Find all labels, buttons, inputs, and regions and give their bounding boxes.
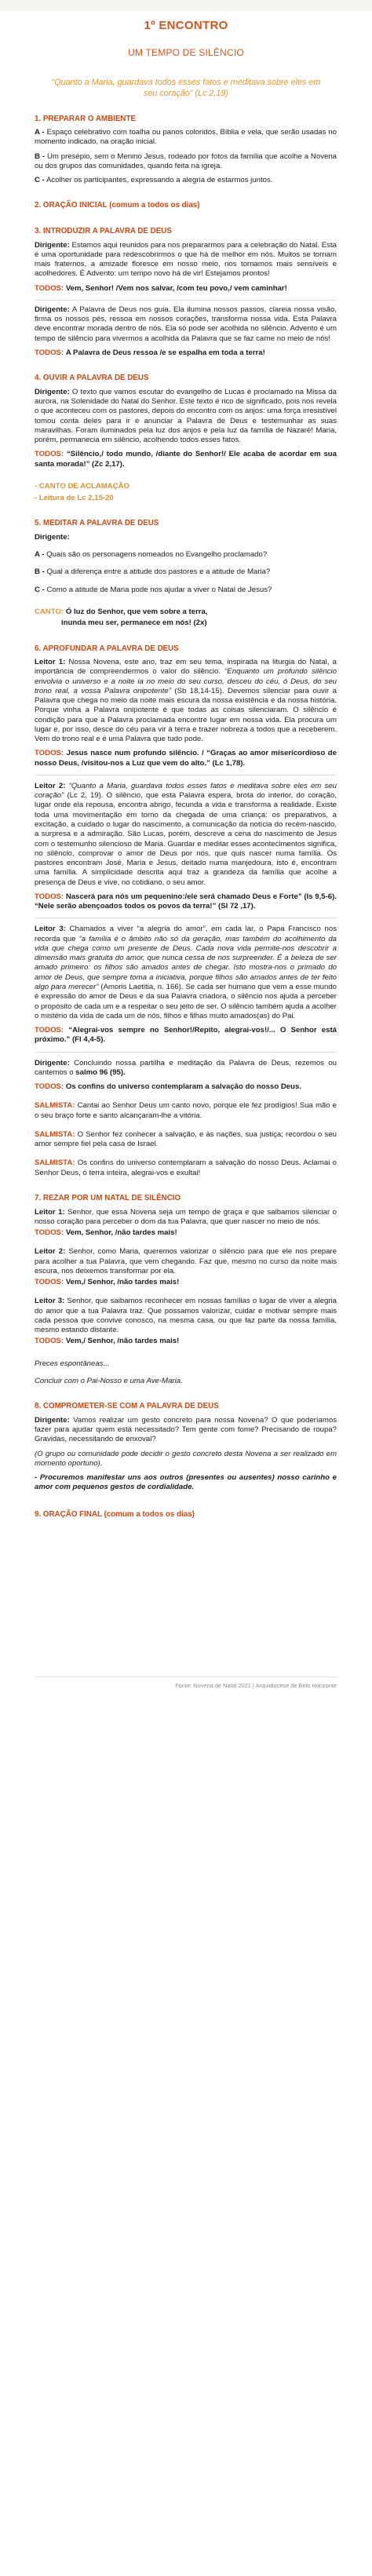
quote-text: “Enquanto um profundo silêncio envolvia o universo e a noite ia no meio do seu curso, desceu do céu, ó Deus, do seu trono real, a vossa Palavra onipotente”	[35, 667, 337, 695]
divider	[35, 1052, 337, 1053]
psalm-text: Cantai ao Senhor Deus um canto novo, porque ele fez prodígios! Sua mão e o seu braço forte e santo alcançaram-lhe a vitória.	[35, 1101, 337, 1120]
section-oracao-inicial	[35, 201, 337, 211]
section-title: 1. PREPARAR O AMBIENTE	[35, 114, 137, 123]
psalm-ref: salmo 96 (95).	[75, 1067, 126, 1077]
section-ouvir-palavra	[35, 374, 337, 503]
leitura-ref: - Leitura de Lc 2,15-20	[35, 494, 114, 503]
speaker-label: Dirigente:	[35, 240, 70, 250]
question-b	[35, 567, 337, 577]
response-text: Vem,/ Senhor, /não tardes mais!	[65, 1278, 180, 1287]
item-text: Quais são os personagens nomeados no Evangelho proclamado?	[46, 550, 268, 560]
item-text: Qual a diferença entre a atitude dos pastores e a atitude de Maria?	[46, 567, 271, 577]
speech-text: (Amoris Laetitia, n. 166). Se cada ser humano que vem a esse mundo é expressão do amor de Deus e da sua Palavra criadora, o silêncio nos ajuda a perceber o propósito de cada um e a respeitar o seu jeito de ser. O silêncio também ajuda a acolher o mistério da vida de cada um de nós, filhos e filhas muito amados(as) do Pai.	[35, 983, 337, 1020]
section-title: 4. OUVIR A PALAVRA DE DEUS	[35, 374, 149, 383]
speaker-label: TODOS:	[35, 892, 64, 901]
speaker-label: Dirigente:	[35, 1415, 70, 1425]
speaker-label: TODOS:	[35, 283, 64, 293]
song-line: Ó luz do Senhor, que vem sobre a terra,	[65, 607, 208, 616]
salmista-1	[35, 1101, 337, 1121]
speaker-label: Dirigente:	[35, 1058, 70, 1067]
section-aprofundar-palavra	[35, 644, 337, 1178]
todos-response	[35, 284, 337, 294]
section-title: 2. ORAÇÃO INICIAL (comum a todos os dias)	[35, 201, 200, 210]
todos-response	[35, 450, 337, 469]
todos-response	[35, 348, 337, 358]
gesto-note: (O grupo ou comunidade pode decidir o gesto concreto desta Novena a ser realizado em momento oportuno).	[35, 1449, 337, 1468]
salmista-2	[35, 1130, 337, 1150]
dirigente-text	[35, 305, 337, 344]
speaker-label: Leitor 1:	[35, 1207, 65, 1217]
header-quote: “Quanto a Maria, guardava todos esses fatos e meditava sobre eles em seu coração” (Lc 2,19)	[51, 77, 321, 98]
leitor-1	[35, 658, 337, 744]
speaker-label: TODOS:	[35, 1082, 64, 1092]
speech-text: (Lc 2, 19). O silêncio, que esta Palavra espera, brota do interior, do coração, lugar onde ela repousa, encontra abrigo, fecunda a vida e transforma a realidade. Existe toda uma movimentação em torno da chegada de uma criança: os preparativos, a excitação, a cuidado o lugar do nascimento, a comunicação da notícia do recém-nascido, a surpresa e a admiração. São Lucas, porém, descreve a cena do nascimento de Jesus com o testemunho silencioso de Maria. Guardar e meditar esses acontecimentos significa, no silêncio, comprovar o amor de Deus por nós, que quis nascer numa família. Os pastores encontram José, Maria e Jesus, deitado numa manjedoura, isto é, encontram uma família. A simplicidade descrita aqui traz a grandeza da família que acolhe a presença de Deus e vive, no cotidiano, o seu amor.	[35, 791, 337, 887]
response-text: “Alegrai-vos sempre no Senhor!/Repito, alegrai-vos!/... O Senhor está próximo.” (Fl 4,4-5).	[35, 1026, 337, 1045]
item-text: Espaço celebrativo com toalha ou panos coloridos, Bíblia e vela, que serão usadas no momento indicado, na oração inicial.	[35, 128, 337, 147]
response-text: A Palavra de Deus ressoa /e se espalha em toda a terra!	[65, 348, 265, 357]
leitor-2	[35, 782, 337, 888]
speech-text: Senhor, como Maria, queremos valorizar o silêncio para que ele nos prepare para acolher a tua Palavra, que vem chegando. Faz que, mesmo no curso da noite mais escura, nos deixemos transformar por ela.	[35, 1247, 337, 1275]
item-label: C -	[35, 585, 45, 594]
speaker-label: SALMISTA:	[35, 1129, 75, 1139]
speech-text: Estamos aqui reunidos para nos prepararmos para a celebração do Natal. Esta é uma oportunidade para redescobrirmos o que há de melhor em nós. Muitos se tornam mais fraternos, a amizade floresce em nosso meio, nos tornamos mais sensíveis e acolhedores. É Advento: um tempo novo há de vir! Estejamos prontos!	[35, 240, 337, 279]
todos-response	[35, 1082, 337, 1092]
item-text: Acolher os participantes, expressando a alegria de estarmos juntos.	[46, 176, 273, 185]
question-c	[35, 586, 337, 595]
todos-response	[35, 1026, 337, 1045]
speaker-label: SALMISTA:	[35, 1101, 75, 1111]
conclusao: Concluir com o Pai-Nosso e uma Ave-Maria.	[35, 1376, 183, 1385]
item-label: A -	[35, 128, 45, 137]
todos-response	[35, 1228, 337, 1238]
item-text: Como a atitude de Maria pode nos ajudar a viver o Natal de Jesus?	[46, 585, 272, 594]
speaker-label: Dirigente:	[35, 305, 70, 314]
salmista-3	[35, 1158, 337, 1178]
response-text: Nascerá para nós um pequenino:/ele será chamado Deus e Forte” (Is 9,5-6). “Nele serão abençoados todos os povos da terra!” (Sl 72 ,17).	[35, 892, 337, 911]
section-introduzir-palavra	[35, 227, 337, 358]
speaker-label: Leitor 3:	[35, 925, 66, 934]
todos-response	[35, 892, 337, 912]
response-text: Vem, Senhor, /não tardes mais!	[65, 1228, 177, 1238]
page-title: 1º ENCONTRO	[144, 19, 228, 32]
response-text: Vem, Senhor! /Vem nos salvar, /com teu povo,/ vem caminhar!	[65, 283, 287, 293]
section-title: 8. COMPROMETER-SE COM A PALAVRA DE DEUS	[35, 1402, 219, 1411]
quote-text: “a família é o âmbito não só da geração, mas também do acolhimento da vida que chega como um presente de Deus. Cada nova vida permite-nos descobrir a dimensão mais gratuita do amor, que nunca cessa de nos surpreender. É a beleza de ser amado primeiro: os filhos são amados antes de chegar. Isto mostra-nos o primado do amor de Deus, que sempre toma a iniciativa, porque filhos são amados antes de ter feito algo para merecer”	[35, 934, 337, 991]
todos-response	[35, 749, 337, 768]
content	[0, 115, 372, 1520]
speech-text: Chamados a viver “a alegria do amor”, em cada lar, o Papa Francisco nos recorda que	[35, 925, 337, 943]
footer-source: Fonte: Novena de Natal 2021 | Arquidiocese de Belo Horizonte	[175, 1682, 337, 1690]
speech-text: A Palavra de Deus nos guia. Ela ilumina nossos passos, clareia nossa visão, firma os nossos pés, ressoa em nossos corações, transforma nossa vida. Esta Palavra deve encontrar morada dentro de nós. Ela só pode ser acolhida no silêncio. Advento é um tempo de silêncio para vivermos a acolhida da Palavra que se faz carne no meio de nós!	[35, 305, 337, 343]
quote-text: “Quanto a Maria, guardava todos esses fatos e meditava sobre eles em seu coração”	[35, 781, 337, 801]
leitor-1	[35, 1208, 337, 1228]
item-label: B -	[35, 567, 45, 577]
section-oracao-final	[35, 1510, 337, 1520]
psalm-text: Os confins do universo contemplaram a salvação do nosso Deus. Aclamai o Senhor Deus, ó terra inteira, alegrai-vos e exultai!	[35, 1158, 337, 1177]
section-title: 7. REZAR POR UM NATAL DE SILÊNCIO	[35, 1193, 181, 1202]
section-comprometer	[35, 1402, 337, 1492]
item-label: C -	[35, 176, 45, 185]
speaker-label: TODOS:	[35, 1026, 64, 1035]
song-line-2: inunda meu ser, permanece em nós! (2x)	[61, 618, 207, 628]
response-text: Vem,/ Senhor, /não tardes mais!	[65, 1337, 180, 1346]
dirigente-text	[35, 241, 337, 279]
item-b	[35, 152, 337, 172]
dirigente-label: Dirigente:	[35, 532, 70, 542]
speaker-label: TODOS:	[35, 749, 64, 758]
psalm-text: O Senhor fez conhecer a salvação, e às nações, sua justiça; recordou o seu amor sempre fiel pela casa de Israel.	[35, 1129, 337, 1149]
speaker-label: SALMISTA:	[35, 1158, 75, 1168]
speech-text: (Sb 18,14-15). Devemos silenciar para ouvir a Palavra que chega no meio da noite mais escura da nossa existência e da nossa história. Porque vinha a Palavra onipotente é que todas as coisas silenciaram. O silêncio é condição para que a Palavra proclamada encontre lugar em nossa vida. Ela procura um lugar e, por isso, desce do céu para vir à terra e trazer nobreza a todos que a receberem. Vem do trono real e é uma Palavra que tudo pode.	[35, 686, 337, 744]
speech-text: Vamos realizar um gesto concreto para nossa Novena? O que poderíamos fazer para ajudar quem está necessitado? Tem gente com fome? Precisando de roupa? Gravidas, necessitando de enxoval?	[35, 1415, 337, 1444]
todos-response	[35, 1337, 337, 1346]
canto	[35, 608, 337, 617]
speaker-label: Leitor 2:	[35, 781, 66, 790]
divider	[35, 300, 337, 301]
section-rezar	[35, 1194, 337, 1386]
speaker-label: CANTO:	[35, 607, 64, 616]
leitor-3	[35, 925, 337, 1021]
speech-text: Concluindo nossa partilha e meditação da Palavra de Deus, rezemos ou cantemos o	[35, 1058, 337, 1077]
speaker-label: Leitor 2:	[35, 1247, 66, 1257]
item-a	[35, 128, 337, 148]
section-title: 9. ORAÇÃO FINAL (comum a todos os dias)	[35, 1509, 195, 1519]
section-title: 3. INTRODUZIR A PALAVRA DE DEUS	[35, 227, 172, 235]
item-c	[35, 176, 337, 185]
section-title: 5. MEDITAR A PALAVRA DE DEUS	[35, 519, 159, 528]
dirigente-text	[35, 388, 337, 446]
response-text: Jesus nasce num profundo silêncio. / “Graças ao amor misericordioso de nosso Deus, /visitou-nos a Luz que vem do alto.” (Lc 1,78).	[35, 749, 337, 768]
dirigente-text	[35, 1416, 337, 1445]
response-text: “Silêncio,/ todo mundo, /diante do Senhor!/ Ele acaba de acordar em sua santa morada!” (Zc 2,17).	[35, 450, 337, 469]
canto-aclamacao: - CANTO DE ACLAMAÇÃO	[35, 481, 129, 491]
speech-text: O texto que vamos escutar do evangelho de Lucas é proclamado na Missa da aurora, na Solenidade do Natal do Senhor. Este texto é rico de significado, pois nos revela o que aconteceu com os pastores, depois do encontro com os anjos: uma força irresistível tomou conta deles para ir e anunciar a Palavra de Deus e testemunhar as suas maravilhas. Foram iluminados pela luz dos anjos e pela luz da família de Nazaré! Maria, porém, permanecia em silêncio, acolhendo todos esses fatos.	[35, 387, 337, 445]
page-subtitle: UM TEMPO DE SILÊNCIO	[128, 47, 244, 59]
speech-text: Nossa Novena, este ano, traz em seu tema, inspirada na liturgia do Natal, a importância de compreendermos o valor do silêncio.	[35, 658, 337, 677]
speaker-label: TODOS:	[35, 1337, 64, 1346]
item-text: Um presépio, sem o Menino Jesus, rodeado por fotos da família que acolhe a Novena ou dos grupos das comunidades, quando feita na igreja.	[35, 151, 337, 170]
question-a	[35, 550, 337, 560]
leitor-2	[35, 1247, 337, 1276]
todos-response	[35, 1278, 337, 1287]
speaker-label: Leitor 1:	[35, 658, 66, 667]
speech-text: Senhor, que saibamos reconhecer em nossas famílias o lugar de viver a alegria do amor que a tua Palavra traz. Que possamos valorizar, cuidar e motivar sempre mais cada pessoa que convive conosco, na mesma casa, ou que faz parte da nossa família, mesmo estando distante.	[35, 1297, 337, 1335]
speaker-label: TODOS:	[35, 348, 64, 357]
section-title: 6. APROFUNDAR A PALAVRA DE DEUS	[35, 644, 179, 653]
speech-text: Senhor, que essa Novena seja um tempo de graça e que saibamos silenciar o nosso coração para perceber o dom da tua Palavra, que quer nascer no meio de nós.	[35, 1207, 337, 1226]
item-label: A -	[35, 550, 45, 560]
speaker-label: Dirigente:	[35, 387, 70, 396]
section-preparar-ambiente	[35, 115, 337, 186]
speaker-label: TODOS:	[35, 450, 64, 459]
speaker-label: TODOS:	[35, 1278, 64, 1287]
procuremos: - Procuremos manifestar uns aos outros (presentes ou ausentes) nosso carinho e amor com pequenos gestos de cordialidade.	[35, 1473, 337, 1492]
section-meditar-palavra	[35, 519, 337, 628]
response-text: Os confins do universo contemplaram a salvação do nosso Deus.	[65, 1082, 301, 1092]
dirigente-text	[35, 1059, 337, 1078]
top-band	[0, 0, 372, 11]
leitor-3	[35, 1297, 337, 1335]
item-label: B -	[35, 151, 46, 161]
preces: Preces espontâneas...	[35, 1359, 110, 1368]
speaker-label: TODOS:	[35, 1228, 64, 1238]
speaker-label: Leitor 3:	[35, 1297, 65, 1306]
